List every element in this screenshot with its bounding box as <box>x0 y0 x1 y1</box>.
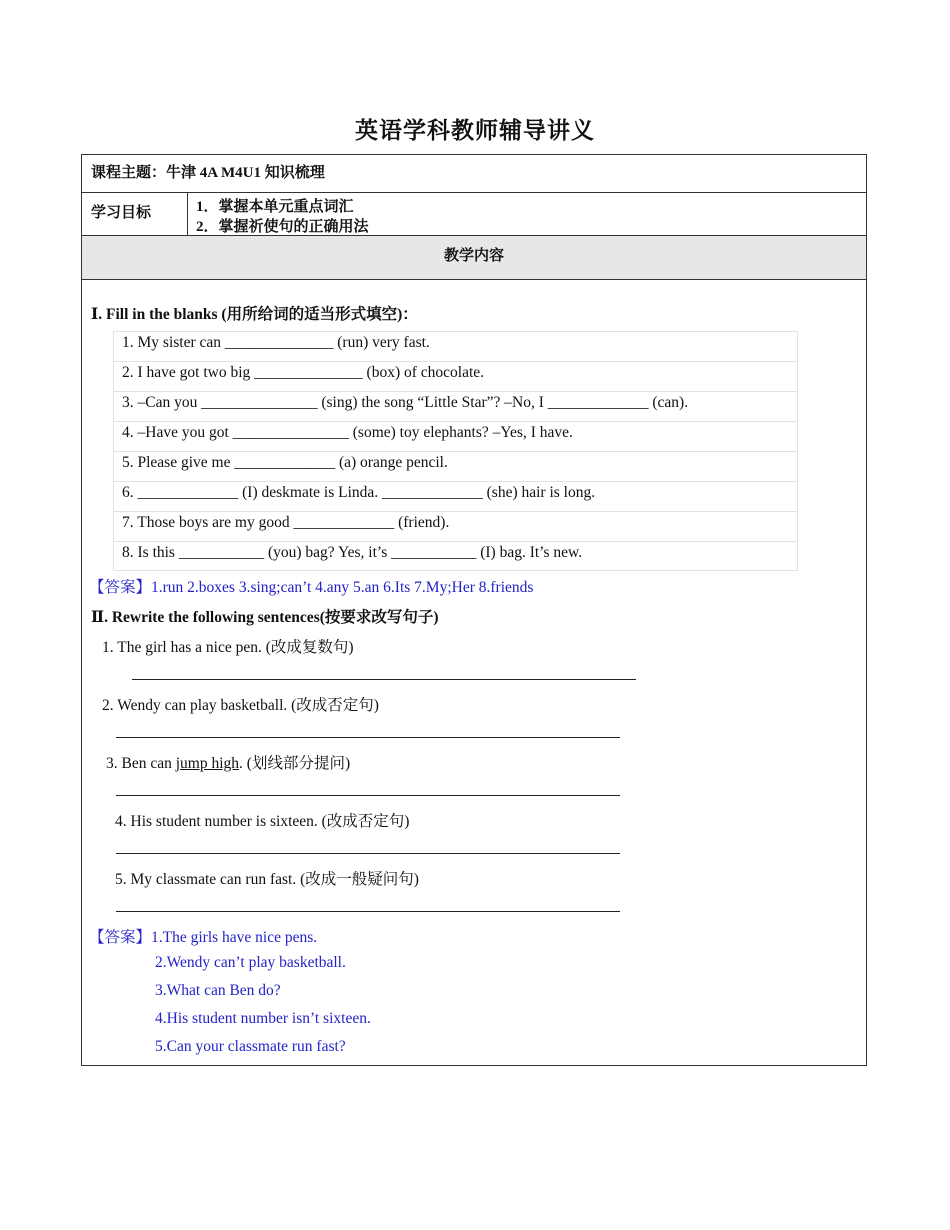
section2-answer: 4.His student number isn’t sixteen. <box>155 1010 371 1027</box>
blank-item: 3. –Can you _______________ (sing) the song “Little Star”? –No, I _____________ (can). <box>113 391 798 421</box>
section2-answer: 【答案】1.The girls have nice pens. <box>89 929 318 946</box>
answer-line <box>116 737 620 738</box>
q3-underlined-text: jump high <box>175 755 240 772</box>
blank-item: 1. My sister can ______________ (run) very fast. <box>113 331 798 361</box>
blank-item: 2. I have got two big ______________ (box) of chocolate. <box>113 361 798 391</box>
rewrite-question: 4. His student number is sixteen. (改成否定句) <box>115 813 410 830</box>
section1-heading: Ⅰ. Fill in the blanks (用所给词的适当形式填空)： <box>91 306 418 323</box>
blank-item: 4. –Have you got _______________ (some) toy elephants? –Yes, I have. <box>113 421 798 451</box>
answer-line <box>132 679 636 680</box>
answer-line <box>116 795 620 796</box>
goals-row <box>82 193 866 236</box>
blank-item: 8. Is this ___________ (you) bag? Yes, it’s ___________ (I) bag. It’s new. <box>113 541 798 571</box>
topic-row <box>82 155 866 193</box>
section1-answer: 【答案】1.run 2.boxes 3.sing;can’t 4.any 5.an 6.Its 7.My;Her 8.friends <box>89 579 534 596</box>
blank-item: 5. Please give me _____________ (a) orange pencil. <box>113 451 798 481</box>
goals-label: 学习目标 <box>91 205 152 221</box>
content-header-row <box>82 236 866 280</box>
fill-blanks-table <box>113 331 798 571</box>
blank-item: 6. _____________ (I) deskmate is Linda. _____________ (she) hair is long. <box>113 481 798 511</box>
goal-item: 2．掌握祈使句的正确用法 <box>196 219 369 235</box>
q3-text-end: . (划线部分提问) <box>239 755 351 772</box>
lesson-table <box>81 154 867 1066</box>
section2-answer: 5.Can your classmate run fast? <box>155 1038 346 1055</box>
rewrite-question: 2. Wendy can play basketball. (改成否定句) <box>102 697 379 714</box>
q3-text: 3. Ben can <box>106 755 176 772</box>
content-header: 教学内容 <box>443 248 504 264</box>
page-title: 英语学科教师辅导讲义 <box>355 118 595 143</box>
rewrite-question: 5. My classmate can run fast. (改成一般疑问句) <box>115 871 419 888</box>
rewrite-question <box>106 751 350 773</box>
rewrite-question: 1. The girl has a nice pen. (改成复数句) <box>102 639 354 656</box>
goal-item: 1．掌握本单元重点词汇 <box>196 199 354 215</box>
answer-line <box>116 853 620 854</box>
section2-heading: Ⅱ. Rewrite the following sentences(按要求改写句子) <box>91 609 439 626</box>
topic-text: 课程主题：牛津 4A M4U1 知识梳理 <box>91 165 325 181</box>
blank-item: 7. Those boys are my good _____________ (friend). <box>113 511 798 541</box>
goals-divider <box>187 193 188 235</box>
section2-answer: 2.Wendy can’t play basketball. <box>155 954 346 971</box>
section2-answer: 3.What can Ben do? <box>155 982 281 999</box>
answer-line <box>116 911 620 912</box>
